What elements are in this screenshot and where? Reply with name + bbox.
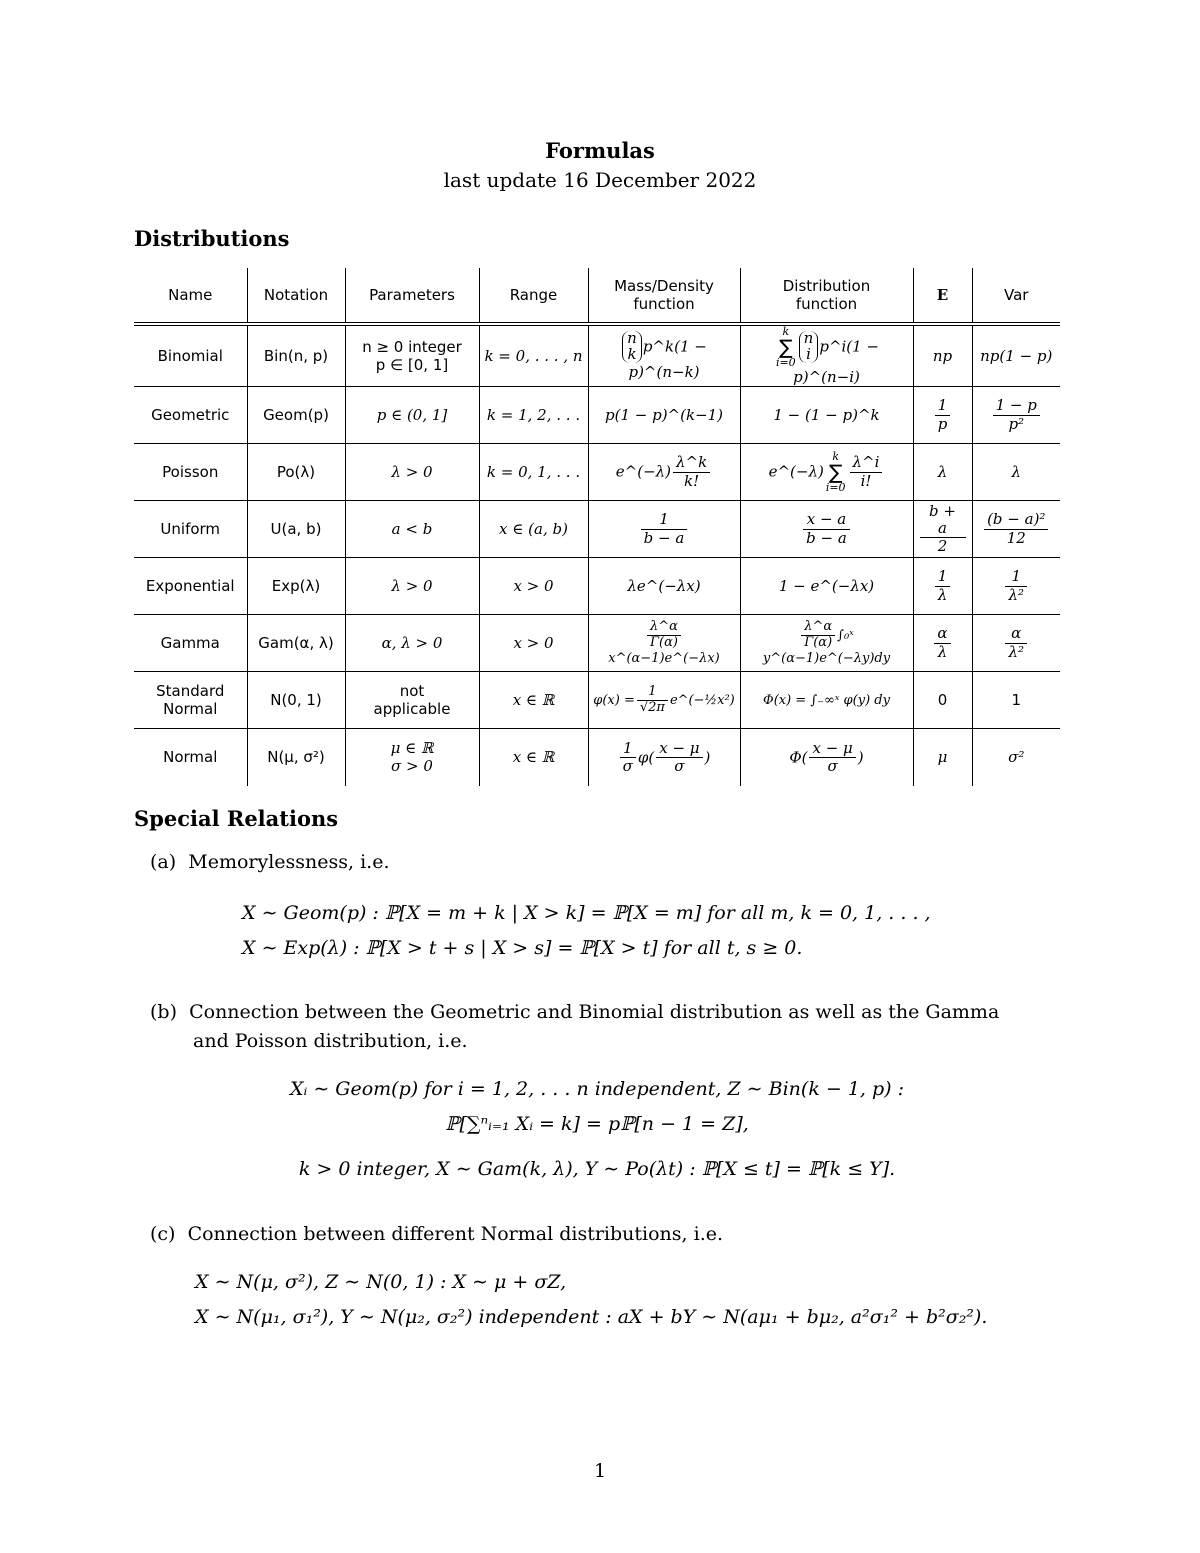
cell-range: k = 0, 1, . . . (479, 444, 588, 501)
section-heading-distributions: Distributions (134, 226, 290, 251)
cell-variance: σ² (972, 729, 1060, 786)
cell-range: x ∈ (a, b) (479, 501, 588, 558)
page-subtitle: last update 16 December 2022 (443, 168, 757, 192)
header-distribution-function: Distribution function (740, 268, 913, 324)
cell-parameters: α, λ > 0 (345, 615, 479, 672)
cell-mass: $\frac{1}{\sigma}$ φ( $\frac{x - \mu}{\sigma}$ ) (588, 729, 740, 786)
cell-range: x ∈ ℝ (479, 729, 588, 786)
cell-variance: $\frac{1}{\text{λ²}}$ (972, 558, 1060, 615)
relation-a-formula-2: X ∼ Exp(λ) : ℙ[X > t + s | X > s] = ℙ[X > t] for all t, s ≥ 0. (242, 937, 803, 959)
cell-distribution: Φ( $\frac{x - \mu}{\sigma}$ ) (740, 729, 913, 786)
relation-c-label: (c) (150, 1223, 176, 1245)
header-expectation: E (913, 268, 972, 324)
cell-expectation: $\frac{1}{p}$ (913, 387, 972, 444)
cell-name: Uniform (134, 501, 247, 558)
cell-range: x > 0 (479, 615, 588, 672)
cell-expectation: $\frac{b + a}{2}$ (913, 501, 972, 558)
cell-variance: $\frac{\text{(b − a)²}}{12}$ (972, 501, 1060, 558)
cell-name: Poisson (134, 444, 247, 501)
cell-variance: 1 (972, 672, 1060, 729)
cell-parameters: p ∈ (0, 1] (345, 387, 479, 444)
cell-parameters: μ ∈ ℝ σ > 0 (345, 729, 479, 786)
relation-c-intro: (c) Connection between different Normal distributions, i.e. (150, 1223, 724, 1245)
header-parameters: Parameters (345, 268, 479, 324)
cell-variance: $\frac{1 - p}{\text{p²}}$ (972, 387, 1060, 444)
relation-b-intro: (b) Connection between the Geometric and Binomial distribution as well as the Gamma (150, 1001, 1000, 1023)
relation-a-formula-1: X ∼ Geom(p) : ℙ[X = m + k | X > k] = ℙ[X = m] for all m, k = 0, 1, . . . , (242, 902, 931, 924)
cell-mass: e^(−λ) $\frac{\lambda\^{}k}{k!}$ (588, 444, 740, 501)
cell-notation: N(μ, σ²) (247, 729, 345, 786)
table-row-normal (134, 729, 1060, 786)
distributions-table (134, 268, 1060, 786)
table-row-geometric (134, 387, 1060, 444)
cell-expectation: μ (913, 729, 972, 786)
header-mass-density: Mass/Density function (588, 268, 740, 324)
relation-c-formula-2: X ∼ N(μ₁, σ₁²), Y ∼ N(μ₂, σ₂²) independent : aX + bY ∼ N(aμ₁ + bμ₂, a²σ₁² + b²σ₂²). (195, 1306, 988, 1328)
cell-mass: $\frac{\lambda\^{}\alpha}{\Gamma(\alpha)}$ x^(α−1)e^(−λx) (588, 615, 740, 672)
cell-notation: Exp(λ) (247, 558, 345, 615)
cell-parameters: not applicable (345, 672, 479, 729)
table-row-exponential (134, 558, 1060, 615)
relation-b-intro-cont: and Poisson distribution, i.e. (193, 1030, 468, 1052)
cell-distribution: $\frac{\lambda\^{}\alpha}{\Gamma(\alpha)}$ ∫₀ˣ y^(α−1)e^(−λy)dy (740, 615, 913, 672)
section-heading-special-relations: Special Relations (134, 806, 339, 831)
page-title: Formulas (545, 138, 655, 163)
cell-distribution: 1 − (1 − p)^k (740, 387, 913, 444)
cell-name: Standard Normal (134, 672, 247, 729)
relation-a-intro: (a) Memorylessness, i.e. (150, 851, 390, 873)
relation-c-formula-1: X ∼ N(μ, σ²), Z ∼ N(0, 1) : X ∼ μ + σZ, (195, 1271, 567, 1293)
cell-notation: Po(λ) (247, 444, 345, 501)
cell-expectation: 0 (913, 672, 972, 729)
cell-parameters: a < b (345, 501, 479, 558)
cell-parameters: λ > 0 (345, 444, 479, 501)
cell-name: Exponential (134, 558, 247, 615)
page-number: 1 (593, 1460, 607, 1482)
cell-name: Normal (134, 729, 247, 786)
header-range: Range (479, 268, 588, 324)
cell-distribution: Φ(x) = ∫₋∞ˣ φ(y) dy (740, 672, 913, 729)
cell-distribution: k ∑ i=0 n i p^i(1 − p)^(n−i) (740, 324, 913, 387)
table-row-binomial (134, 324, 1060, 387)
relation-b-formula-1: Xᵢ ∼ Geom(p) for i = 1, 2, . . . n independent, Z ∼ Bin(k − 1, p) : (289, 1078, 905, 1100)
cell-mass: λe^(−λx) (588, 558, 740, 615)
cell-mass: φ(x) = $\frac{1}{√2\pi}$ e^(−½x²) (588, 672, 740, 729)
cell-variance: λ (972, 444, 1060, 501)
header-notation: Notation (247, 268, 345, 324)
header-variance: Var (972, 268, 1060, 324)
header-name: Name (134, 268, 247, 324)
table-header-row (134, 268, 1060, 324)
cell-name: Binomial (157, 347, 223, 365)
cell-variance: np(1 − p) (972, 324, 1060, 387)
table-row-uniform (134, 501, 1060, 558)
table-row-standard-normal (134, 672, 1060, 729)
cell-mass: $\frac{1}{b - a}$ (588, 501, 740, 558)
cell-expectation: $\frac{1}{\lambda}$ (913, 558, 972, 615)
cell-parameters: n ≥ 0 integer p ∈ [0, 1] (345, 324, 479, 387)
cell-expectation: λ (913, 444, 972, 501)
relation-b-formula-2: ℙ[∑ⁿᵢ₌₁ Xᵢ = k] = pℙ[n − 1 = Z], (445, 1113, 749, 1135)
cell-distribution: $\frac{x - a}{b - a}$ (740, 501, 913, 558)
table-row-poisson (134, 444, 1060, 501)
cell-notation: Gam(α, λ) (247, 615, 345, 672)
cell-range: x > 0 (479, 558, 588, 615)
cell-variance: $\frac{\alpha}{\text{λ²}}$ (972, 615, 1060, 672)
cell-distribution: 1 − e^(−λx) (740, 558, 913, 615)
cell-name: Gamma (134, 615, 247, 672)
cell-parameters: λ > 0 (345, 558, 479, 615)
relation-b-formula-3: k > 0 integer, X ∼ Gam(k, λ), Y ∼ Po(λt) : ℙ[X ≤ t] = ℙ[k ≤ Y]. (298, 1158, 896, 1180)
cell-distribution: e^(−λ) k ∑ i=0 $\frac{\lambda\^{}i}{i!}$ (740, 444, 913, 501)
relation-a-label: (a) (150, 851, 177, 873)
cell-mass: p(1 − p)^(k−1) (588, 387, 740, 444)
cell-range: x ∈ ℝ (479, 672, 588, 729)
cell-expectation: $\frac{\alpha}{\lambda}$ (913, 615, 972, 672)
relation-b-label: (b) (150, 1001, 177, 1023)
cell-notation: U(a, b) (247, 501, 345, 558)
cell-notation: Bin(n, p) (247, 324, 345, 387)
table-row-gamma (134, 615, 1060, 672)
cell-notation: Geom(p) (247, 387, 345, 444)
cell-expectation: np (913, 324, 972, 387)
cell-notation: N(0, 1) (247, 672, 345, 729)
cell-range: k = 0, . . . , n (479, 324, 588, 387)
cell-mass: n k p^k(1 − p)^(n−k) (588, 324, 740, 387)
cell-range: k = 1, 2, . . . (479, 387, 588, 444)
cell-name: Geometric (134, 387, 247, 444)
